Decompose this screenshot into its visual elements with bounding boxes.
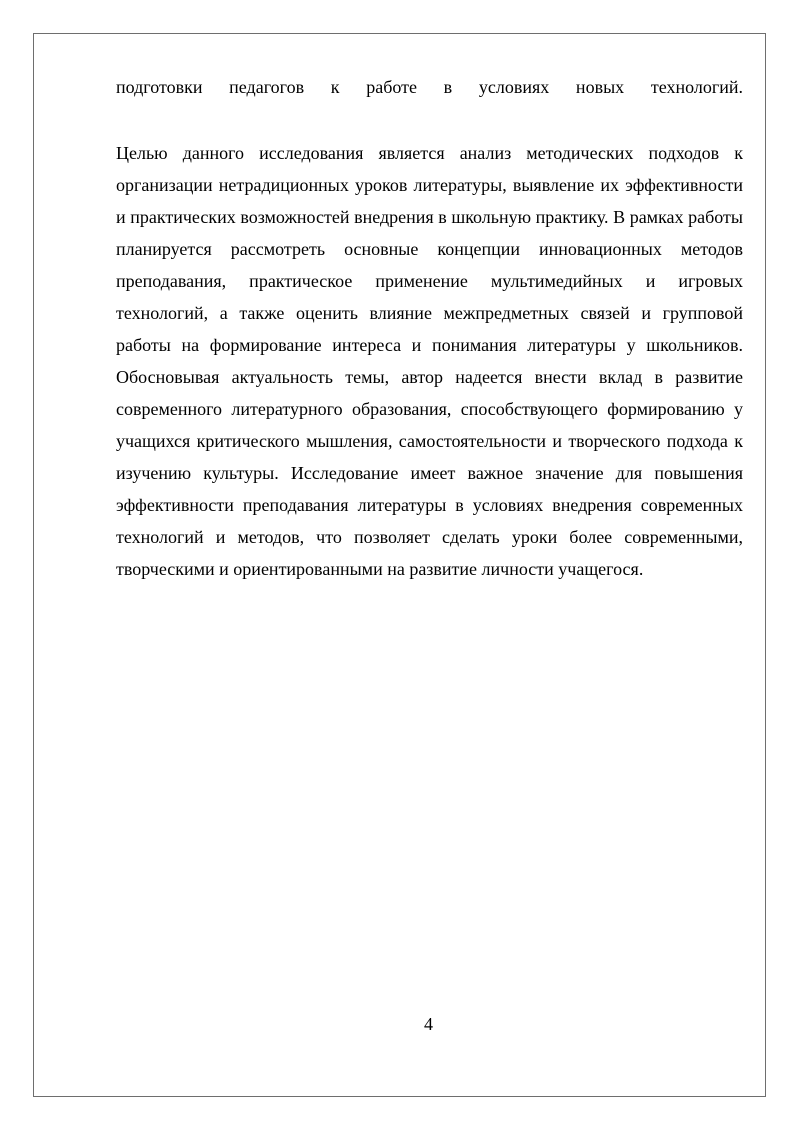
page-number: 4	[424, 1014, 433, 1034]
body-paragraph: Целью данного исследования является анализ методических подходов к организации нетрадиционных уроков литературы, выявление их эффективности и практических возможностей внедрения в школьную практику. В рамках работы планируется рассмотреть основные концепции инновационных методов преподавания, практическое применение мультимедийных и игровых технологий, а также оценить влияние межпредметных связей и групповой работы на формирование интереса и понимания литературы у школьников. Обосновывая актуальность темы, автор надеется внести вклад в развитие современного литературного образования, способствующего формированию у учащихся критического мышления, самостоятельности и творческого подхода к изучению культуры. Исследование имеет важное значение для повышения эффективности преподавания литературы в условиях внедрения современных технологий и методов, что позволяет сделать уроки более современными, творческими и ориентированными на развитие личности учащегося.	[116, 143, 743, 579]
carry-over-line: подготовки педагогов к работе в условиях новых технологий.	[116, 77, 743, 97]
